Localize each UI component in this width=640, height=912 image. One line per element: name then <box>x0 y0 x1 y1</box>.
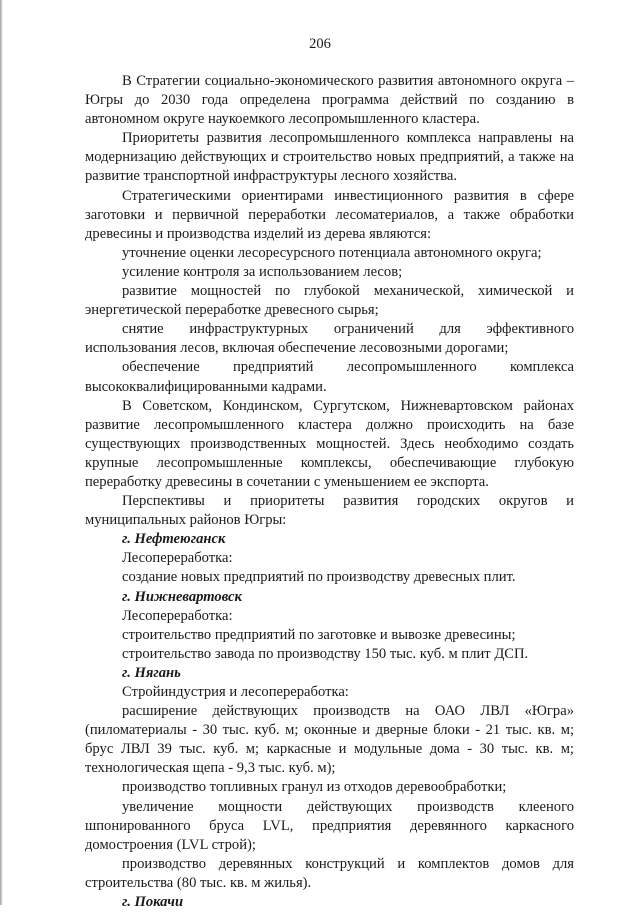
section-heading: г. Нижневартовск <box>122 588 242 605</box>
paragraph: снятие инфраструктурных ограничений для эффективного использования лесов, включая обеспечение лесовозными дорогами; <box>85 321 574 357</box>
paragraph: Лесопереработка: <box>122 550 233 567</box>
page-number: 206 <box>309 36 331 52</box>
section-heading: г. Нягань <box>122 664 181 681</box>
paragraph: увеличение мощности действующих производств клееного шпонированного бруса LVL, предприятия деревянного каркасного домостроения (LVL строй); <box>85 798 574 853</box>
section-heading: г. Покачи <box>122 894 184 911</box>
paragraph: строительство предприятий по заготовке и вывозке древесины; <box>122 626 516 643</box>
paragraph: В Советском, Кондинском, Сургутском, Нижневартовском районах развитие лесопромышленного кластера должно происходить на базе существующих производственных мощностей. Здесь необходимо создать крупные лесопромышленные комплексы, обеспечивающие глубокую переработку древесины в сочетании с уменьшением ее экспорта. <box>85 397 574 490</box>
paragraph: Стратегическими ориентирами инвестиционного развития в сфере заготовки и первичной переработки лесоматериалов, а также обработки древесины и производства изделий из дерева являются: <box>85 187 574 242</box>
paragraph: В Стратегии социально-экономического развития автономного округа – Югры до 2030 года определена программа действий по созданию в автономном округе наукоемкого лесопромышленного кластера. <box>85 73 574 128</box>
paragraph: создание новых предприятий по производству древесных плит. <box>122 569 516 586</box>
paragraph: строительство завода по производству 150 тыс. куб. м плит ДСП. <box>122 645 529 662</box>
paragraph: производство деревянных конструкций и комплектов домов для строительства (80 тыс. кв. м жилья). <box>85 855 574 891</box>
paragraph: обеспечение предприятий лесопромышленного комплекса высококвалифицированными кадрами. <box>85 359 574 395</box>
paragraph: усиление контроля за использованием лесов; <box>122 263 403 280</box>
paragraph: производство топливных гранул из отходов деревообработки; <box>122 779 507 796</box>
paragraph: Перспективы и приоритеты развития городских округов и муниципальных районов Югры: <box>85 493 574 529</box>
section-heading: г. Нефтеюганск <box>122 531 226 548</box>
paragraph: развитие мощностей по глубокой механической, химической и энергетической переработке древесного сырья; <box>85 283 574 319</box>
paragraph: расширение действующих производств на ОАО ЛВЛ «Югра» (пиломатериалы - 30 тыс. куб. м; оконные и дверные блоки - 21 тыс. кв. м; брус ЛВЛ 39 тыс. куб. м; каркасные и модульные дома - 30 тыс. кв. м; технологическая щепа - 9,3 тыс. куб. м); <box>85 703 574 777</box>
paragraph: Стройиндустрия и лесопереработка: <box>122 684 349 700</box>
document-body <box>85 72 574 912</box>
scan-edge <box>0 0 3 905</box>
paragraph: Приоритеты развития лесопромышленного комплекса направлены на модернизацию действующих и строительство новых предприятий, а также на развитие транспортной инфраструктуры лесного хозяйства. <box>85 130 574 185</box>
paragraph: Лесопереработка: <box>122 607 233 624</box>
paragraph: уточнение оценки лесоресурсного потенциала автономного округа; <box>122 244 542 261</box>
